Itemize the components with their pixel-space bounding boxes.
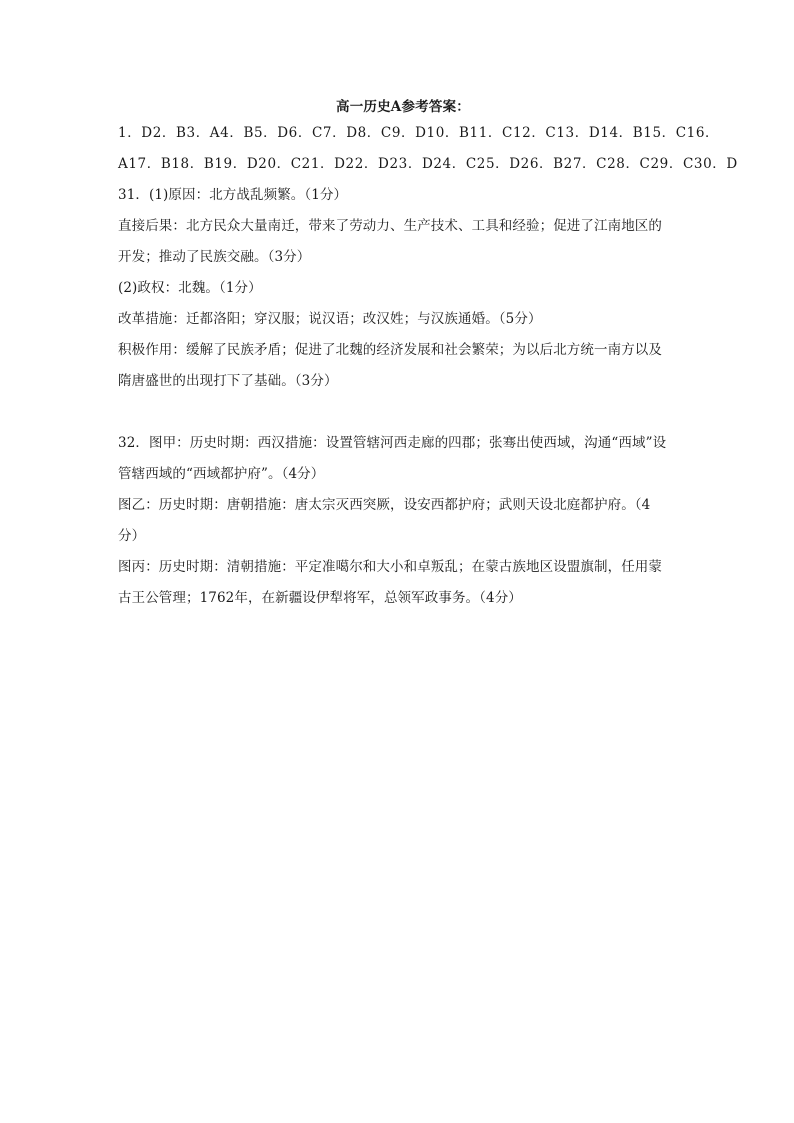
q32-line-4: 分） [118,528,146,544]
q32-line-3: 图乙：历史时期：唐朝措施：唐太宗灭西突厥，设安西都护府；武则天设北庭都护府。（4 [118,497,651,513]
q31-line-3: 开发；推动了民族交融。（3分） [118,249,311,265]
question-31-answer [118,180,688,397]
choice-answers [118,118,738,180]
q32-line-1: 32．图甲：历史时期：西汉措施：设置管辖河西走廊的四郡；张骞出使西域，沟通“西域”设 [118,435,667,451]
q31-line-4: (2)政权：北魏。（1分） [118,280,262,296]
q32-line-5: 图丙：历史时期：清朝措施：平定准噶尔和大小和卓叛乱；在蒙古族地区设盟旗制，任用蒙 [118,559,662,575]
q31-line-7: 隋唐盛世的出现打下了基础。（3分） [118,373,338,389]
q32-line-2: 管辖西域的“西域都护府”。（4分） [118,466,325,482]
q31-line-1: 31．(1)原因：北方战乱频繁。（1分） [118,187,348,203]
question-32-answer [118,428,688,614]
section-spacer [118,397,688,428]
choice-answers-line-2: A17．B18．B19．D20．C21．D22．D23．D24．C25．D26．B27．C28．C29．C30．D [118,156,738,172]
document-title: 高一历史A参考答案： [336,99,470,115]
q32-line-6: 古王公管理；1762年，在新疆设伊犁将军，总领军政事务。（4分） [118,590,522,606]
choice-answers-line-1: 1．D2．B3．A4．B5．D6．C7．D8．C9．D10．B11．C12．C13．D14．B15．C16． [118,125,720,141]
document-content [118,96,738,614]
q31-line-6: 积极作用：缓解了民族矛盾；促进了北魏的经济发展和社会繁荣；为以后北方统一南方以及 [118,342,662,358]
q31-line-5: 改革措施：迁都洛阳；穿汉服；说汉语；改汉姓；与汉族通婚。（5分） [118,311,542,327]
q31-line-2: 直接后果：北方民众大量南迁，带来了劳动力、生产技术、工具和经验；促进了江南地区的 [118,218,662,234]
